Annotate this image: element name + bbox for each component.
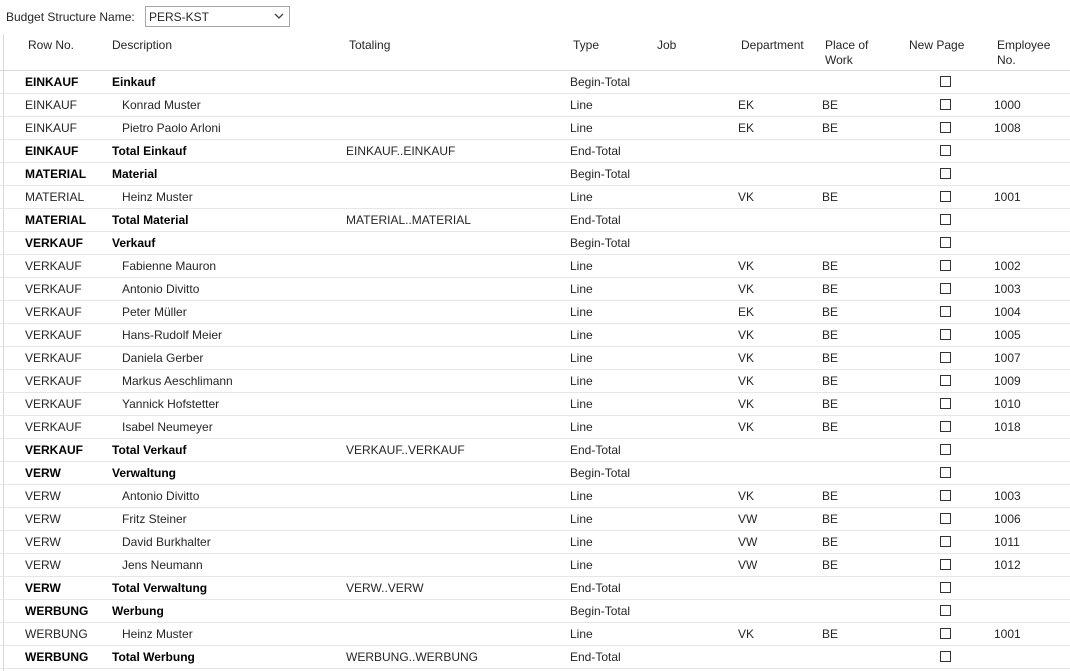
place-of-work-cell[interactable]: BE	[822, 98, 839, 112]
new-page-checkbox[interactable]	[940, 168, 951, 179]
description-cell[interactable]: Total Verwaltung	[112, 581, 208, 595]
new-page-checkbox[interactable]	[940, 559, 951, 570]
description-cell[interactable]: Hans-Rudolf Meier	[122, 328, 223, 342]
description-cell[interactable]: Antonio Divitto	[122, 489, 200, 503]
new-page-checkbox[interactable]	[940, 145, 951, 156]
employee-no-cell[interactable]: 1007	[994, 351, 1021, 365]
employee-no-cell[interactable]: 1000	[994, 98, 1021, 112]
totaling-cell[interactable]: VERW..VERW	[346, 581, 424, 595]
place-of-work-cell[interactable]: BE	[822, 305, 839, 319]
type-cell[interactable]: Line	[570, 489, 593, 503]
place-of-work-cell[interactable]: BE	[822, 512, 839, 526]
row-no-cell[interactable]: VERKAUF	[25, 328, 82, 342]
table-row[interactable]	[0, 324, 1070, 347]
new-page-checkbox[interactable]	[940, 490, 951, 501]
type-cell[interactable]: Begin-Total	[570, 167, 631, 181]
employee-no-cell[interactable]: 1018	[994, 420, 1021, 434]
header-place-of-work-line2: Work	[825, 53, 853, 67]
place-of-work-cell[interactable]: BE	[822, 328, 839, 342]
department-cell[interactable]: VK	[738, 420, 755, 434]
description-cell[interactable]: Total Einkauf	[112, 144, 187, 158]
table-row[interactable]	[0, 554, 1070, 577]
new-page-checkbox[interactable]	[940, 536, 951, 547]
budget-structure-value: PERS-KST	[149, 10, 210, 24]
header-employee-no-line1: Employee	[997, 38, 1051, 52]
row-no-cell[interactable]: EINKAUF	[25, 121, 78, 135]
header-totaling[interactable]: Totaling	[349, 38, 391, 52]
row-no-cell[interactable]: VERKAUF	[25, 374, 82, 388]
description-cell[interactable]: Yannick Hofstetter	[122, 397, 220, 411]
department-cell[interactable]: VK	[738, 282, 755, 296]
place-of-work-cell[interactable]: BE	[822, 627, 839, 641]
row-no-cell[interactable]: MATERIAL	[25, 190, 85, 204]
table-row[interactable]	[0, 255, 1070, 278]
row-no-cell[interactable]: VERKAUF	[25, 420, 82, 434]
new-page-checkbox[interactable]	[940, 467, 951, 478]
totaling-cell[interactable]: VERKAUF..VERKAUF	[346, 443, 465, 457]
table-row[interactable]	[0, 163, 1070, 186]
description-cell[interactable]: Konrad Muster	[122, 98, 201, 112]
place-of-work-cell[interactable]: BE	[822, 535, 839, 549]
row-no-cell[interactable]: EINKAUF	[25, 98, 78, 112]
row-no-cell[interactable]: WERBUNG	[25, 627, 88, 641]
type-cell[interactable]: Begin-Total	[570, 466, 631, 480]
chevron-down-icon[interactable]	[274, 13, 284, 20]
table-row[interactable]	[0, 600, 1070, 623]
description-cell[interactable]: Pietro Paolo Arloni	[122, 121, 221, 135]
new-page-checkbox[interactable]	[940, 122, 951, 133]
employee-no-cell[interactable]: 1012	[994, 558, 1021, 572]
row-no-cell[interactable]: MATERIAL	[25, 213, 87, 227]
new-page-checkbox[interactable]	[940, 605, 951, 616]
place-of-work-cell[interactable]: BE	[822, 121, 839, 135]
new-page-checkbox[interactable]	[940, 421, 951, 432]
department-cell[interactable]: VK	[738, 397, 755, 411]
new-page-checkbox[interactable]	[940, 283, 951, 294]
department-cell[interactable]: VK	[738, 627, 755, 641]
description-cell[interactable]: Isabel Neumeyer	[122, 420, 213, 434]
place-of-work-cell[interactable]: BE	[822, 420, 839, 434]
place-of-work-cell[interactable]: BE	[822, 374, 839, 388]
row-no-cell[interactable]: EINKAUF	[25, 75, 79, 89]
new-page-checkbox[interactable]	[940, 651, 951, 662]
table-row[interactable]	[0, 623, 1070, 646]
type-cell[interactable]: Line	[570, 305, 593, 319]
type-cell[interactable]: Line	[570, 535, 593, 549]
table-row[interactable]	[0, 531, 1070, 554]
department-cell[interactable]: VK	[738, 489, 755, 503]
place-of-work-cell[interactable]: BE	[822, 282, 839, 296]
type-cell[interactable]: Begin-Total	[570, 75, 631, 89]
employee-no-cell[interactable]: 1002	[994, 259, 1021, 273]
place-of-work-cell[interactable]: BE	[822, 489, 839, 503]
description-cell[interactable]: Verkauf	[112, 236, 156, 250]
description-cell[interactable]: Fritz Steiner	[122, 512, 187, 526]
table-row[interactable]	[0, 71, 1070, 94]
new-page-checkbox[interactable]	[940, 352, 951, 363]
header-new-page[interactable]: New Page	[909, 38, 965, 52]
new-page-checkbox[interactable]	[940, 76, 951, 87]
employee-no-cell[interactable]: 1003	[994, 282, 1021, 296]
employee-no-cell[interactable]: 1004	[994, 305, 1021, 319]
row-no-cell[interactable]: VERKAUF	[25, 351, 82, 365]
description-cell[interactable]: Werbung	[112, 604, 164, 618]
table-row[interactable]	[0, 370, 1070, 393]
table-row[interactable]	[0, 462, 1070, 485]
description-cell[interactable]: Heinz Muster	[122, 190, 193, 204]
department-cell[interactable]: VK	[738, 374, 755, 388]
type-cell[interactable]: End-Total	[570, 144, 621, 158]
department-cell[interactable]: VW	[738, 535, 758, 549]
employee-no-cell[interactable]: 1006	[994, 512, 1021, 526]
row-no-cell[interactable]: VERW	[25, 512, 61, 526]
type-cell[interactable]: Line	[570, 627, 593, 641]
description-cell[interactable]: Peter Müller	[122, 305, 187, 319]
header-employee-no[interactable]	[997, 38, 1050, 68]
new-page-checkbox[interactable]	[940, 260, 951, 271]
new-page-checkbox[interactable]	[940, 99, 951, 110]
header-department[interactable]: Department	[741, 38, 804, 52]
row-no-cell[interactable]: VERW	[25, 466, 61, 480]
type-cell[interactable]: Line	[570, 374, 593, 388]
row-no-cell[interactable]: VERW	[25, 558, 61, 572]
employee-no-cell[interactable]: 1011	[994, 535, 1020, 549]
row-no-cell[interactable]: VERKAUF	[25, 443, 84, 457]
place-of-work-cell[interactable]: BE	[822, 351, 839, 365]
place-of-work-cell[interactable]: BE	[822, 259, 839, 273]
new-page-checkbox[interactable]	[940, 398, 951, 409]
type-cell[interactable]: End-Total	[570, 581, 621, 595]
description-cell[interactable]: Total Material	[112, 213, 189, 227]
table-row[interactable]	[0, 416, 1070, 439]
description-cell[interactable]: Einkauf	[112, 75, 156, 89]
table-row[interactable]	[0, 439, 1070, 462]
row-no-cell[interactable]: WERBUNG	[25, 650, 89, 664]
employee-no-cell[interactable]: 1003	[994, 489, 1021, 503]
type-cell[interactable]: Line	[570, 259, 593, 273]
description-cell[interactable]: Daniela Gerber	[122, 351, 204, 365]
place-of-work-cell[interactable]: BE	[822, 558, 839, 572]
description-cell[interactable]: David Burkhalter	[122, 535, 211, 549]
table-row[interactable]	[0, 646, 1070, 669]
new-page-checkbox[interactable]	[940, 237, 951, 248]
grid-rows	[0, 71, 1070, 669]
table-row[interactable]	[0, 186, 1070, 209]
type-cell[interactable]: End-Total	[570, 213, 621, 227]
place-of-work-cell[interactable]: BE	[822, 397, 839, 411]
row-no-cell[interactable]: VERKAUF	[25, 259, 82, 273]
new-page-checkbox[interactable]	[940, 628, 951, 639]
department-cell[interactable]: VW	[738, 558, 758, 572]
table-row[interactable]	[0, 393, 1070, 416]
row-no-cell[interactable]: VERW	[25, 535, 61, 549]
new-page-checkbox[interactable]	[940, 375, 951, 386]
employee-no-cell[interactable]: 1009	[994, 374, 1021, 388]
row-no-cell[interactable]: VERKAUF	[25, 282, 82, 296]
type-cell[interactable]: End-Total	[570, 650, 621, 664]
description-cell[interactable]: Verwaltung	[112, 466, 177, 480]
budget-structure-select[interactable]	[145, 6, 290, 27]
header-place-of-work-line1: Place of	[825, 38, 869, 52]
description-cell[interactable]: Fabienne Mauron	[122, 259, 217, 273]
budget-structure-label: Budget Structure Name:	[6, 10, 135, 24]
header-row-no[interactable]: Row No.	[28, 38, 75, 52]
department-cell[interactable]: VK	[738, 351, 755, 365]
department-cell[interactable]: EK	[738, 98, 755, 112]
description-cell[interactable]: Jens Neumann	[122, 558, 203, 572]
type-cell[interactable]: Line	[570, 121, 593, 135]
type-cell[interactable]: Line	[570, 282, 593, 296]
description-cell[interactable]: Total Werbung	[112, 650, 195, 664]
type-cell[interactable]: Line	[570, 190, 593, 204]
type-cell[interactable]: End-Total	[570, 443, 621, 457]
department-cell[interactable]: VW	[738, 512, 758, 526]
header-description[interactable]: Description	[112, 38, 173, 52]
new-page-checkbox[interactable]	[940, 191, 951, 202]
table-row[interactable]	[0, 209, 1070, 232]
row-no-cell[interactable]: VERKAUF	[25, 305, 82, 319]
employee-no-cell[interactable]: 1005	[994, 328, 1021, 342]
type-cell[interactable]: Line	[570, 512, 593, 526]
department-cell[interactable]: VK	[738, 328, 755, 342]
toolbar	[0, 0, 1070, 34]
employee-no-cell[interactable]: 1008	[994, 121, 1021, 135]
header-job[interactable]: Job	[657, 38, 677, 52]
new-page-checkbox[interactable]	[940, 306, 951, 317]
type-cell[interactable]: Line	[570, 328, 593, 342]
type-cell[interactable]: Line	[570, 558, 593, 572]
new-page-checkbox[interactable]	[940, 329, 951, 340]
description-cell[interactable]: Markus Aeschlimann	[122, 374, 233, 388]
department-cell[interactable]: VK	[738, 190, 755, 204]
new-page-checkbox[interactable]	[940, 444, 951, 455]
type-cell[interactable]: Line	[570, 420, 593, 434]
department-cell[interactable]: EK	[738, 305, 755, 319]
table-row[interactable]	[0, 485, 1070, 508]
type-cell[interactable]: Begin-Total	[570, 604, 631, 618]
description-cell[interactable]: Total Verkauf	[112, 443, 187, 457]
type-cell[interactable]: Line	[570, 351, 593, 365]
table-row[interactable]	[0, 301, 1070, 324]
table-row[interactable]	[0, 117, 1070, 140]
table-row[interactable]	[0, 232, 1070, 255]
row-no-cell[interactable]: VERKAUF	[25, 397, 82, 411]
header-place-of-work[interactable]	[825, 38, 868, 68]
description-cell[interactable]: Material	[112, 167, 158, 181]
row-no-cell[interactable]: WERBUNG	[25, 604, 89, 618]
row-no-cell[interactable]: VERKAUF	[25, 236, 84, 250]
type-cell[interactable]: Line	[570, 98, 593, 112]
department-cell[interactable]: VK	[738, 259, 755, 273]
row-no-cell[interactable]: VERW	[25, 581, 61, 595]
table-row[interactable]	[0, 577, 1070, 600]
table-row[interactable]	[0, 508, 1070, 531]
place-of-work-cell[interactable]: BE	[822, 190, 839, 204]
totaling-cell[interactable]: MATERIAL..MATERIAL	[346, 213, 471, 227]
new-page-checkbox[interactable]	[940, 513, 951, 524]
row-no-cell[interactable]: VERW	[25, 489, 61, 503]
budget-structure-grid	[0, 34, 1070, 671]
table-row[interactable]	[0, 347, 1070, 370]
type-cell[interactable]: Line	[570, 397, 593, 411]
employee-no-cell[interactable]: 1010	[994, 397, 1021, 411]
header-type[interactable]: Type	[573, 38, 600, 52]
employee-no-cell[interactable]: 1001	[994, 190, 1021, 204]
description-cell[interactable]: Antonio Divitto	[122, 282, 200, 296]
table-row[interactable]	[0, 278, 1070, 301]
type-cell[interactable]: Begin-Total	[570, 236, 631, 250]
totaling-cell[interactable]: EINKAUF..EINKAUF	[346, 144, 456, 158]
totaling-cell[interactable]: WERBUNG..WERBUNG	[346, 650, 478, 664]
row-no-cell[interactable]: MATERIAL	[25, 167, 87, 181]
header-employee-no-line2: No.	[997, 53, 1016, 67]
row-no-cell[interactable]: EINKAUF	[25, 144, 79, 158]
employee-no-cell[interactable]: 1001	[994, 627, 1021, 641]
grid-header	[0, 34, 1070, 71]
new-page-checkbox[interactable]	[940, 582, 951, 593]
department-cell[interactable]: EK	[738, 121, 755, 135]
table-row[interactable]	[0, 140, 1070, 163]
new-page-checkbox[interactable]	[940, 214, 951, 225]
description-cell[interactable]: Heinz Muster	[122, 627, 193, 641]
table-row[interactable]	[0, 94, 1070, 117]
